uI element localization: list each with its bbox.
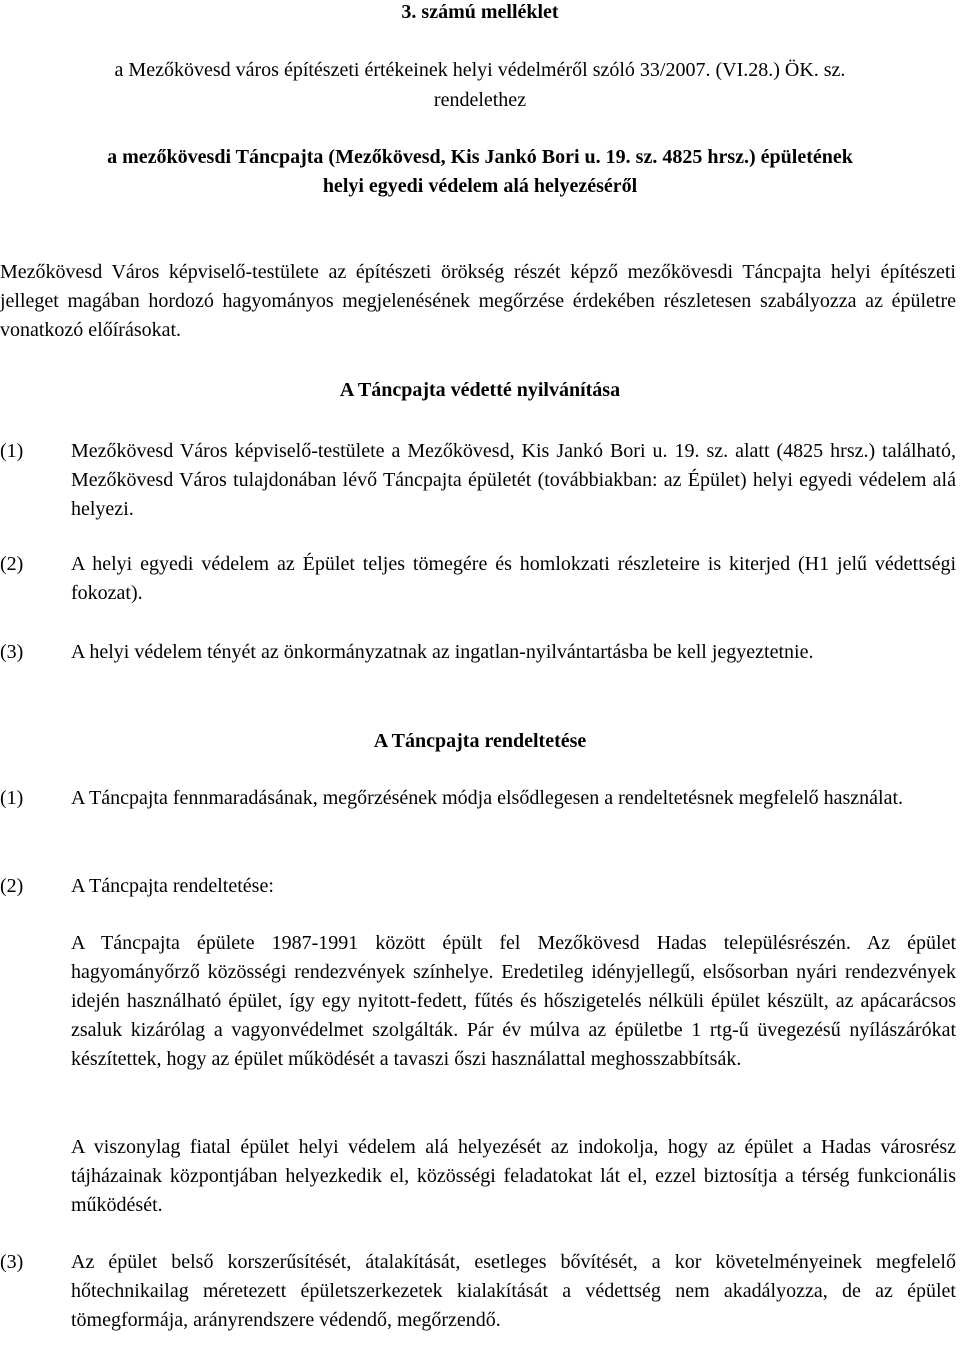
purpose-item-3: Az épület belső korszerűsítését, átalakítását, esetleges bővítését, a kor követelményeinek megfelelő hőtechnikailag méretezett épületszerkezetek kialakítását a védettség nem akadályozza, de az épület tömegformája, arányrendszere védendő, megőrzendő.: [71, 1251, 956, 1331]
item-number: (3): [0, 1251, 24, 1273]
protection-item-1: Mezőkövesd Város képviselő-testülete a Mezőkövesd, Kis Jankó Bori u. 19. sz. alatt (4825 hrsz.) található, Mezőkövesd Város tulajdonában lévő Táncpajta épületét (továbbiakban: az Épület) helyi egyedi védelem alá helyezi.: [71, 440, 956, 520]
document-title-line2: helyi egyedi védelem alá helyezéséről: [322, 175, 638, 197]
section-heading-protection: A Táncpajta védetté nyilvánítása: [339, 379, 621, 401]
item-number: (3): [0, 641, 24, 663]
protection-item-2: A helyi egyedi védelem az Épület teljes tömegére és homlokzati részleteire is kiterjed (H1 jelű védettségi fokozat).: [71, 553, 956, 604]
item-number: (1): [0, 440, 24, 462]
regulation-reference-line1: a Mezőkövesd város építészeti értékeinek helyi védelméről szóló 33/2007. (VI.28.) ÖK. sz.: [114, 59, 846, 81]
purpose-description-paragraph: A Táncpajta épülete 1987-1991 között épült fel Mezőkövesd Hadas településrészén. Az épület hagyományőrző közösségi rendezvények színhelye. Eredetileg idényjellegű, elsősorban nyári rendezvények idején használható épület, így egy nyitott-fedett, fűtés és hőszigetelés nélküli épület készült, az apácarácsos zsaluk kizárólag a vagyonvédelmet szolgálták. Pár év múlva az épületbe 1 rtg-ű üvegezésű nyílászárókat készítettek, hogy az épület működését a tavaszi őszi használattal meghosszabbítsák.: [71, 932, 956, 1070]
protection-item-3: A helyi védelem tényét az önkormányzatnak az ingatlan-nyilvántartásba be kell jegyeztetnie.: [71, 641, 814, 663]
item-number: (1): [0, 787, 24, 809]
regulation-reference-line2: rendelethez: [433, 89, 527, 111]
item-number: (2): [0, 553, 24, 575]
purpose-justification-paragraph: A viszonylag fiatal épület helyi védelem alá helyezését az indokolja, hogy az épület a Hadas városrész tájházainak központjában helyezkedik el, közösségi feladatokat lát el, ezzel biztosítja a térség funkcionális működését.: [71, 1136, 956, 1216]
annex-title: 3. számú melléklet: [401, 1, 559, 23]
preamble-paragraph: Mezőkövesd Város képviselő-testülete az építészeti örökség részét képző mezőkövesdi Táncpajta helyi építészeti jelleget magában hordozó hagyományos megjelenésének megőrzése érdekében részletesen szabályozza az épületre vonatkozó előírásokat.: [0, 261, 956, 341]
purpose-item-1: A Táncpajta fennmaradásának, megőrzésének módja elsődlegesen a rendeltetésnek megfelelő használat.: [71, 787, 904, 809]
purpose-item-2: A Táncpajta rendeltetése:: [71, 875, 274, 897]
section-heading-purpose: A Táncpajta rendeltetése: [373, 730, 587, 752]
item-number: (2): [0, 875, 24, 897]
document-title-line1: a mezőkövesdi Táncpajta (Mezőkövesd, Kis Jankó Bori u. 19. sz. 4825 hrsz.) épületének: [107, 146, 853, 168]
